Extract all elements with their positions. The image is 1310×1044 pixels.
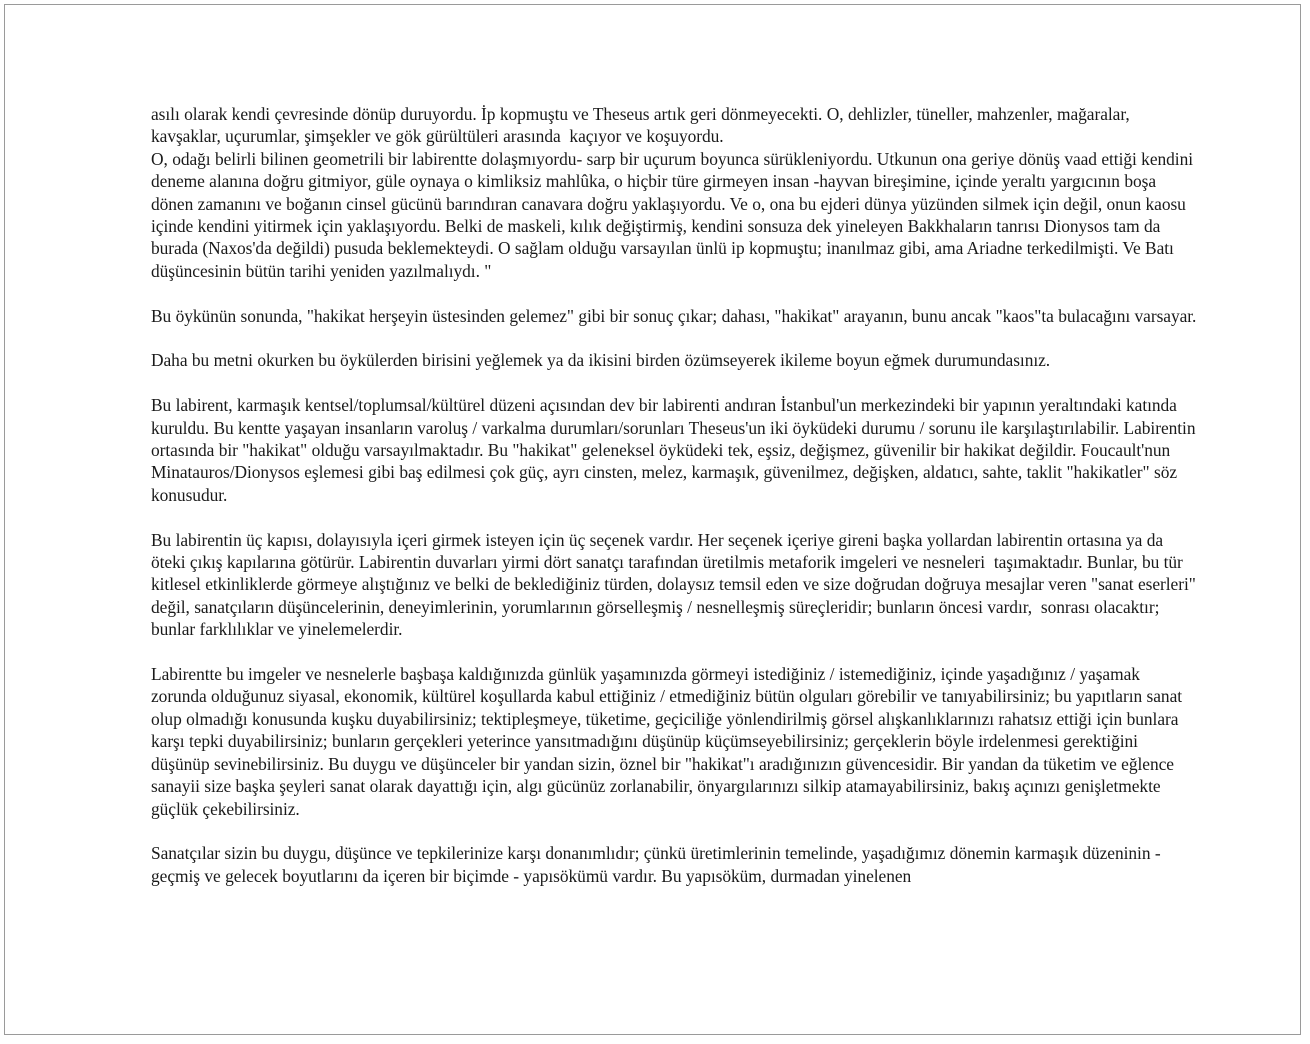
document-text-column — [151, 103, 1199, 887]
document-page — [4, 4, 1301, 1035]
paragraph: Bu öykünün sonunda, "hakikat herşeyin üstesinden gelemez" gibi bir sonuç çıkar; dahası, "hakikat" arayanın, bunu ancak "kaos"ta bulacağını varsayar. — [151, 305, 1197, 326]
paragraph: Daha bu metni okurken bu öykülerden birisini yeğlemek ya da ikisini birden özümseyerek ikileme boyun eğmek durumundasınız. — [151, 350, 1051, 371]
paragraph: Sanatçılar sizin bu duygu, düşünce ve tepkilerinize karşı donanımlıdır; çünkü üretimlerinin temelinde, yaşadığımız dönemin karmaşık düzeninin - geçmiş ve gelecek boyutlarını da içeren bir biçimde - yapısökümü vardır. Bu yapısöküm, durmadan yinelenen — [151, 843, 1166, 886]
paragraph: Bu labirentin üç kapısı, dolayısıyla içeri girmek isteyen için üç seçenek vardır. Her seçenek içeriye gireni başka yollardan labirentin ortasına ya da öteki çıkış kapılarına götürür. Labirentin duvarları yirmi dört sanatçı tarafından üretilmis metaforik imgeleri ve nesneleri taşımaktadır. Bunlar, bu tür kitlesel etkinliklerde görmeye alıştığınız ve belki de beklediğiniz türden, dolaysız temsil eden ve size doğrudan doğruya mesajlar veren "sanat eserleri" değil, sanatçıların düşüncelerinin, deneyimlerinin, yorumlarının görselleşmiş / nesnelleşmiş süreçleridir; bunların öncesi vardır, sonrası olacaktır; bunlar farklılıklar ve yinelemelerdir. — [151, 529, 1201, 640]
paragraph: Bu labirent, karmaşık kentsel/toplumsal/kültürel düzeni açısından dev bir labirenti andıran İstanbul'un merkezindeki bir yapının yeraltındaki katında kuruldu. Bu kentte yaşayan insanların varoluş / varkalma durumları/sorunları Theseus'un iki öyküdeki durumu / sorunu ile karşılaştırılabilir. Labirentin ortasında bir "hakikat" olduğu varsayılmaktadır. Bu "hakikat" geleneksel öyküdeki tek, eşsiz, değişmez, güvenilir bir hakikat değildir. Foucault'nun Minatauros/Dionysos eşlemesi gibi baş edilmesi çok güç, ayrı cinsten, melez, karmaşık, güvenilmez, değişken, aldatıcı, sahte, taklit "hakikatler" söz konusudur. — [151, 395, 1200, 505]
paragraph: Labirentte bu imgeler ve nesnelerle başbaşa kaldığınızda günlük yaşamınızda görmeyi istediğiniz / istemediğiniz, içinde yaşadığınız / yaşamak zorunda olduğunuz siyasal, ekonomik, kültürel koşullarda kabul ettiğiniz / etmediğiniz bütün olguları görebilir ve tanıyabilirsiniz; bu yapıtların sanat olup olmadığı konusunda kuşku duyabilirsiniz; tektipleşmeye, tüketime, geçiciliğe yönlendirilmiş görsel alışkanlıklarınızı rahatsız ettiği için bunlara karşı tepki duyabilirsiniz; bunların gerçekleri yeterince yansıtmadığını düşünüp küçümseyebilirsiniz; gerçeklerin böyle irdelenmesi gerektiğini düşünüp sevinebilirsiniz. Bu duygu ve düşünceler bir yandan sizin, öznel bir "hakikat"ı aradığınızın güvencesidir. Bir yandan da tüketim ve eğlence sanayii size başka şeyleri sanat olarak dayattığı için, algı gücünüz zorlanabilir, önyargılarınızı silkip atamayabilirsiniz, bakış açınızı genişletmekte güçlük çekebilirsiniz. — [151, 664, 1187, 819]
paragraph: O, odağı belirli bilinen geometrili bir labirentte dolaşmıyordu- sarp bir uçurum boyunca sürükleniyordu. Utkunun ona geriye dönüş vaad ettiği kendini deneme alanına doğru gitmiyor, güle oynaya o kimliksiz mahlûka, o hiçbir türe girmeyen insan -hayvan bireşimine, içinde yeraltı yargıcının boşa dönen zamanını ve boğanın cinsel gücünü barındıran canavara doğru yaklaşıyordu. Ve o, ona bu ejderi dünya yüzünden silmek için değil, onun kaosu içinde kendini yitirmek için yaklaşıyordu. Belki de maskeli, kılık değiştirmiş, kendini sonsuza dek yineleyen Bakkhaların tanrısı Dionysos tam da burada (Naxos'da değildi) pusuda beklemekteydi. O sağlam olduğu varsayılan ünlü ip kopmuştu; inanılmaz gibi, ama Ariadne terkedilmişti. Ve Batı düşüncesinin bütün tarihi yeniden yazılmalıydı. " — [151, 148, 1198, 281]
paragraph: asılı olarak kendi çevresinde dönüp duruyordu. İp kopmuştu ve Theseus artık geri dönmeyecekti. O, dehlizler, tüneller, mahzenler, mağaralar, kavşaklar, uçurumlar, şimşekler ve gök gürültüleri arasında kaçıyor ve koşuyordu. — [151, 104, 1135, 147]
